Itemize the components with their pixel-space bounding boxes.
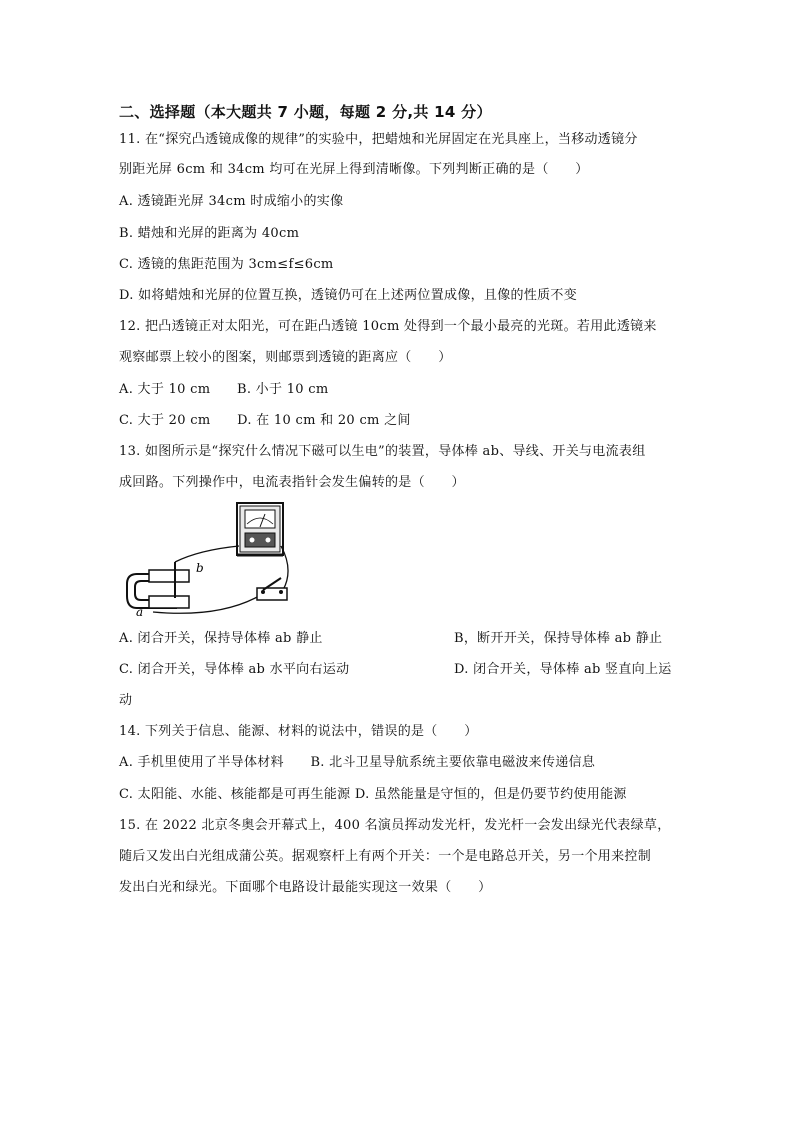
q13-stem-line1: 13. 如图所示是“探究什么情况下磁可以生电”的装置，导体棒 ab、导线、开关与电流表组 — [119, 444, 646, 459]
q13-option-d-continued: 动 — [119, 693, 133, 708]
q15-stem-line1: 15. 在 2022 北京冬奥会开幕式上，400 名演员挥动发光杆，发光杆一会发出绿光代表绿草， — [119, 818, 671, 833]
q12-stem-line1: 12. 把凸透镜正对太阳光，可在距凸透镜 10cm 处得到一个最小最亮的光斑。若用此透镜来 — [119, 319, 657, 334]
q14-options-ab: A. 手机里使用了半导体材料 B. 北斗卫星导航系统主要依靠电磁波来传递信息 — [119, 755, 596, 770]
magnet-top-pole — [149, 570, 189, 582]
q12-options-ab: A. 大于 10 cm B. 小于 10 cm — [119, 382, 329, 397]
q15-stem-line3: 发出白光和绿光。下面哪个电路设计最能实现这一效果（ ） — [119, 880, 492, 895]
electromagnetic-induction-apparatus — [119, 500, 294, 618]
switch-base — [257, 588, 287, 600]
q11-stem-line1: 11. 在“探究凸透镜成像的规律”的实验中，把蜡烛和光屏固定在光具座上，当移动透镜分 — [119, 132, 638, 147]
q11-stem-line2: 别距光屏 6cm 和 34cm 均可在光屏上得到清晰像。下列判断正确的是（ ） — [119, 162, 589, 177]
q14-options-cd: C. 太阳能、水能、核能都是可再生能源 D. 虽然能量是守恒的，但是仍要节约使用能源 — [119, 787, 627, 802]
q15-stem-line2: 随后又发出白光组成蒲公英。据观察杆上有两个开关：一个是电路总开关，另一个用来控制 — [119, 849, 652, 864]
q13-option-a: A. 闭合开关，保持导体棒 ab 静止 — [119, 631, 323, 646]
q13-option-d: D. 闭合开关，导体棒 ab 竖直向上运 — [454, 662, 672, 677]
label-b: b — [196, 561, 204, 575]
section-heading: 二、选择题（本大题共 7 小题，每题 2 分,共 14 分） — [119, 103, 492, 121]
q12-options-cd: C. 大于 20 cm D. 在 10 cm 和 20 cm 之间 — [119, 413, 411, 428]
label-a: a — [136, 605, 144, 618]
q11-option-c: C. 透镜的焦距范围为 3cm≤f≤6cm — [119, 257, 334, 272]
q13-option-c: C. 闭合开关，导体棒 ab 水平向右运动 — [119, 662, 350, 677]
q11-option-d: D. 如将蜡烛和光屏的位置互换，透镜仍可在上述两位置成像，且像的性质不变 — [119, 288, 578, 303]
q14-stem: 14. 下列关于信息、能源、材料的说法中，错误的是（ ） — [119, 724, 478, 739]
wire-top — [175, 546, 239, 562]
q13-stem-line2: 成回路。下列操作中，电流表指针会发生偏转的是（ ） — [119, 475, 465, 490]
magnet-bottom-pole — [149, 596, 189, 608]
q11-option-b: B. 蜡烛和光屏的距离为 40cm — [119, 226, 300, 241]
q13-option-b: B，断开开关，保持导体棒 ab 静止 — [454, 631, 663, 646]
q11-option-a: A. 透镜距光屏 34cm 时成缩小的实像 — [119, 194, 344, 209]
ammeter-dial — [245, 510, 275, 528]
q12-stem-line2: 观察邮票上较小的图案，则邮票到透镜的距离应（ ） — [119, 350, 452, 365]
